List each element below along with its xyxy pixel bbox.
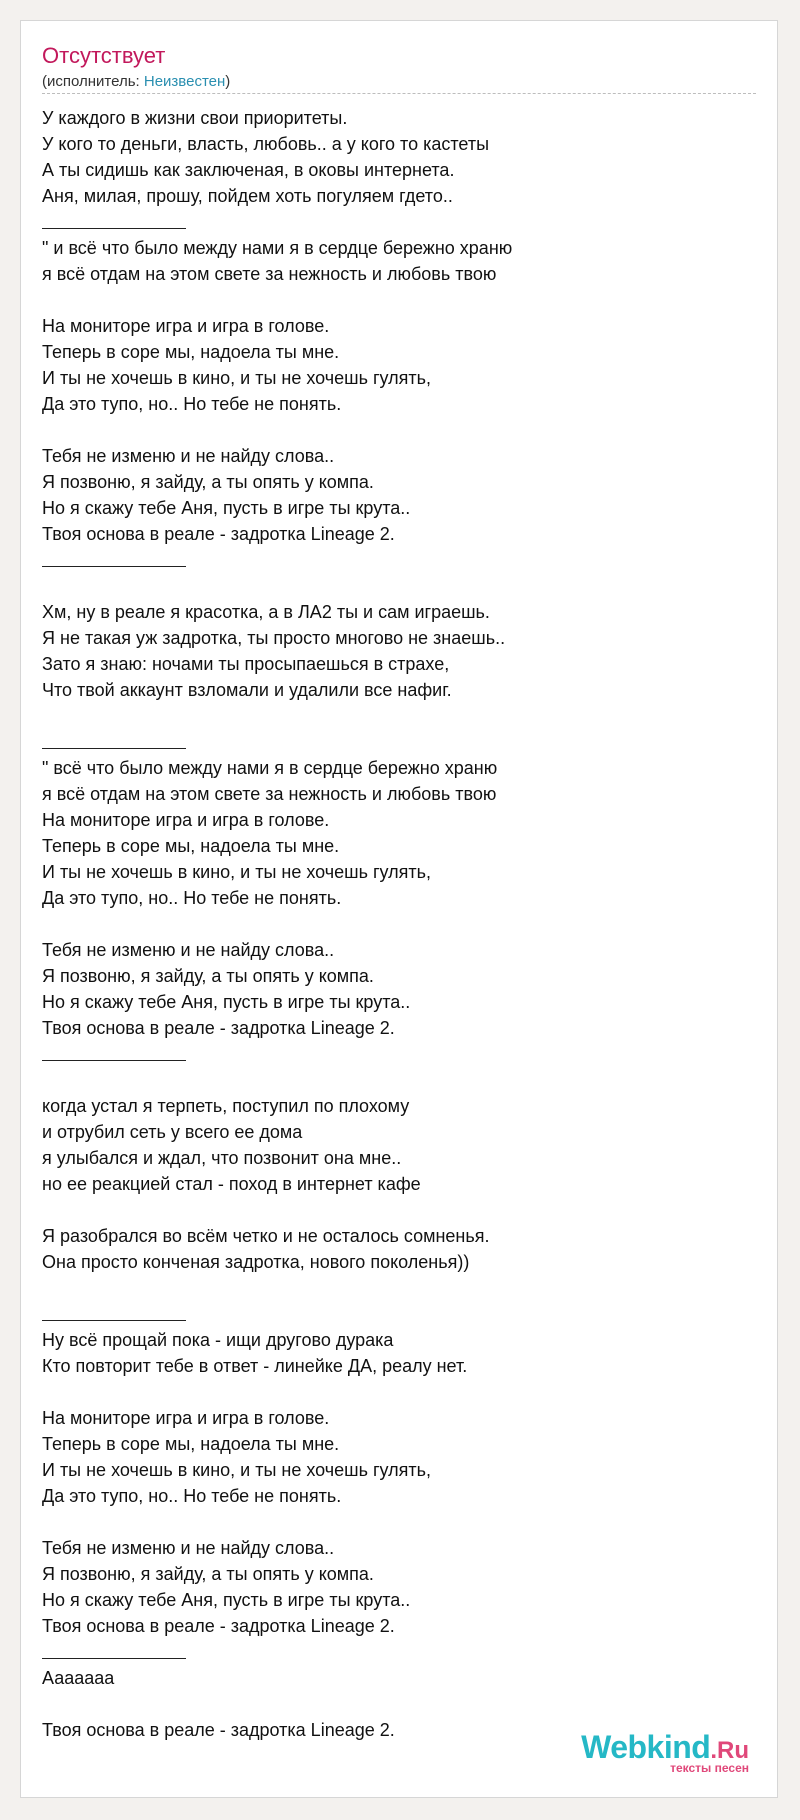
logo-name: Webkind: [581, 1729, 711, 1765]
lyric-line: Ааааааа: [42, 1668, 115, 1688]
lyric-line: [42, 287, 756, 313]
logo-tagline: тексты песен: [670, 1761, 749, 1775]
lyric-line: [42, 1639, 756, 1665]
lyric-line: [42, 1379, 756, 1405]
lyric-line: Твоя основа в реале - задротка Lineage 2.: [42, 1018, 395, 1038]
lyric-line: [42, 417, 756, 443]
lyric-line: Да это тупо, но.. Но тебе не понять.: [42, 888, 342, 908]
lyric-line: Кто повторит тебе в ответ - линейке ДА, реалу нет.: [42, 1356, 468, 1376]
lyric-line: Я позвоню, я зайду, а ты опять у компа.: [42, 1564, 374, 1584]
lyric-line: Но я скажу тебе Аня, пусть в игре ты крута..: [42, 1590, 411, 1610]
lyric-line: Я разобрался во всём четко и не осталось сомненья.: [42, 1226, 490, 1246]
lyric-line: [42, 573, 756, 599]
lyrics-card: [20, 20, 778, 1798]
artist-prefix: (исполнитель:: [42, 73, 144, 90]
lyric-line: На мониторе игра и игра в голове.: [42, 316, 330, 336]
lyric-line: Зато я знаю: ночами ты просыпаешься в страхе,: [42, 654, 450, 674]
lyric-line: [42, 1691, 756, 1717]
lyric-line: [42, 1275, 756, 1301]
lyric-line: Твоя основа в реале - задротка Lineage 2.: [42, 1616, 395, 1636]
lyric-line: Я не такая уж задротка, ты просто многово не знаешь..: [42, 628, 506, 648]
lyric-line: У каждого в жизни свои приоритеты.: [42, 108, 348, 128]
lyric-line: Твоя основа в реале - задротка Lineage 2.: [42, 524, 395, 544]
lyric-line: На мониторе игра и игра в голове.: [42, 810, 330, 830]
lyric-line: Тебя не изменю и не найду слова..: [42, 1538, 335, 1558]
lyric-line: Да это тупо, но.. Но тебе не понять.: [42, 1486, 342, 1506]
lyric-line: Я позвоню, я зайду, а ты опять у компа.: [42, 966, 374, 986]
song-title: Отсутствует: [42, 43, 166, 68]
lyric-line: У кого то деньги, власть, любовь.. а у кого то кастеты: [42, 134, 490, 154]
lyric-line: [42, 1197, 756, 1223]
lyric-line: [42, 1067, 756, 1093]
lyric-line: я улыбался и ждал, что позвонит она мне..: [42, 1148, 402, 1168]
site-logo[interactable]: [581, 1730, 749, 1775]
lyric-line: Тебя не изменю и не найду слова..: [42, 940, 335, 960]
lyric-line: Аня, милая, прошу, пойдем хоть погуляем гдето..: [42, 186, 453, 206]
header-divider: [42, 93, 756, 94]
lyric-line: И ты не хочешь в кино, и ты не хочешь гулять,: [42, 1460, 431, 1480]
lyric-line: [42, 547, 756, 573]
lyric-line: [42, 1509, 756, 1535]
lyric-line: когда устал я терпеть, поступил по плохому: [42, 1096, 410, 1116]
lyric-line: но ее реакцией стал - поход в интернет кафе: [42, 1174, 421, 1194]
lyric-line: [42, 703, 756, 729]
lyric-line: и отрубил сеть у всего ее дома: [42, 1122, 303, 1142]
lyric-line: [42, 1301, 756, 1327]
lyric-line: [42, 911, 756, 937]
lyric-line: И ты не хочешь в кино, и ты не хочешь гулять,: [42, 368, 431, 388]
lyric-line: " всё что было между нами я в сердце бережно храню: [42, 758, 498, 778]
lyric-line: [42, 209, 756, 235]
lyric-line: Тебя не изменю и не найду слова..: [42, 446, 335, 466]
lyric-line: И ты не хочешь в кино, и ты не хочешь гулять,: [42, 862, 431, 882]
lyric-line: Но я скажу тебе Аня, пусть в игре ты крута..: [42, 992, 411, 1012]
lyric-line: Теперь в соре мы, надоела ты мне.: [42, 342, 340, 362]
artist-suffix: ): [225, 73, 231, 90]
lyric-line: Хм, ну в реале я красотка, а в ЛА2 ты и сам играешь.: [42, 602, 490, 622]
lyric-line: Но я скажу тебе Аня, пусть в игре ты крута..: [42, 498, 411, 518]
artist-line: [42, 73, 756, 91]
lyric-line: Что твой аккаунт взломали и удалили все нафиг.: [42, 680, 452, 700]
lyric-line: На мониторе игра и игра в голове.: [42, 1408, 330, 1428]
artist-link[interactable]: Неизвестен: [143, 73, 226, 90]
lyric-line: я всё отдам на этом свете за нежность и любовь твою: [42, 264, 497, 284]
lyric-line: Я позвоню, я зайду, а ты опять у компа.: [42, 472, 374, 492]
song-header: [42, 43, 756, 91]
lyric-line: Да это тупо, но.. Но тебе не понять.: [42, 394, 342, 414]
lyric-line: Теперь в соре мы, надоела ты мне.: [42, 836, 340, 856]
lyrics-text: [42, 105, 756, 1743]
lyric-line: А ты сидишь как заключеная, в оковы интернета.: [42, 160, 455, 180]
lyric-line: Теперь в соре мы, надоела ты мне.: [42, 1434, 340, 1454]
logo-tld: .Ru: [710, 1737, 749, 1764]
lyric-line: Она просто конченая задротка, нового поколенья)): [42, 1252, 470, 1272]
lyric-line: [42, 1041, 756, 1067]
lyric-line: " и всё что было между нами я в сердце бережно храню: [42, 238, 513, 258]
lyric-line: Ну всё прощай пока - ищи другово дурака: [42, 1330, 394, 1350]
lyric-line: Твоя основа в реале - задротка Lineage 2.: [42, 1720, 395, 1740]
lyric-line: [42, 729, 756, 755]
lyric-line: я всё отдам на этом свете за нежность и любовь твою: [42, 784, 497, 804]
